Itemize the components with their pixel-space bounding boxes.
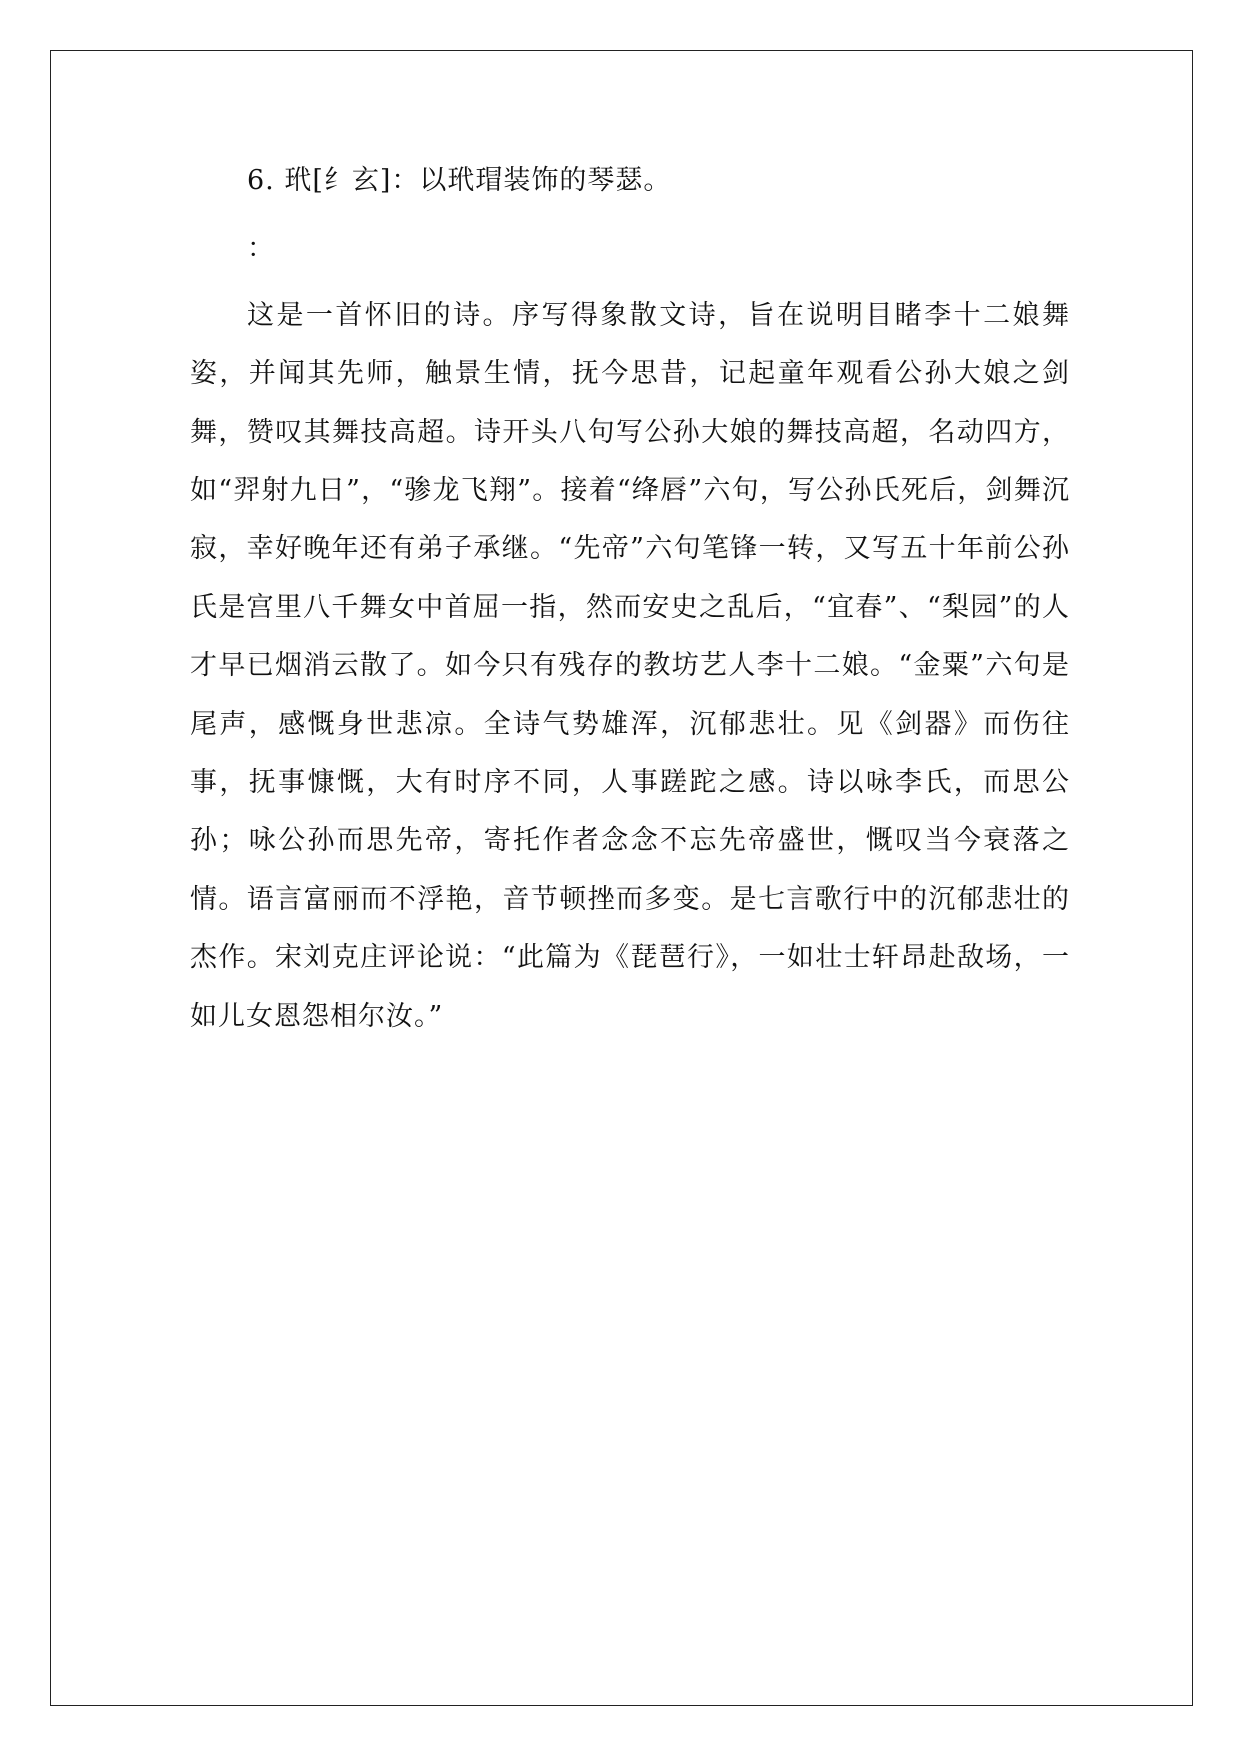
commentary-paragraph: 这是一首怀旧的诗。序写得象散文诗，旨在说明目睹李十二娘舞姿，并闻其先师，触景生情，抚今思昔，记起童年观看公孙大娘之剑舞，赞叹其舞技高超。诗开头八句写公孙大娘的舞技高超，名动四方，如“羿射九日”，“骖龙飞翔”。接着“绛唇”六句，写公孙氏死后，剑舞沉寂，幸好晚年还有弟子承继。“先帝”六句笔锋一转，又写五十年前公孙氏是宫里八千舞女中首屈一指，然而安史之乱后，“宜春”、“梨园”的人才早已烟消云散了。如今只有残存的教坊艺人李十二娘。“金粟”六句是尾声，感慨身世悲凉。全诗气势雄浑，沉郁悲壮。见《剑器》而伤往事，抚事慷慨，大有时序不同，人事蹉跎之感。诗以咏李氏，而思公孙；咏公孙而思先帝，寄托作者念念不忘先帝盛世，慨叹当今衰落之情。语言富丽而不浮艳，音节顿挫而多变。是七言歌行中的沉郁悲壮的杰作。宋刘克庄评论说：“此篇为《琵琶行》，一如壮士轩昂赴敌场，一如儿女恩怨相尔汝。” <box>190 299 1070 1032</box>
annotation-note: 6. 玳[纟玄]：以玳瑁装饰的琴瑟。 <box>247 165 672 196</box>
colon-line: ： <box>247 233 275 265</box>
document-body <box>190 152 1070 1046</box>
